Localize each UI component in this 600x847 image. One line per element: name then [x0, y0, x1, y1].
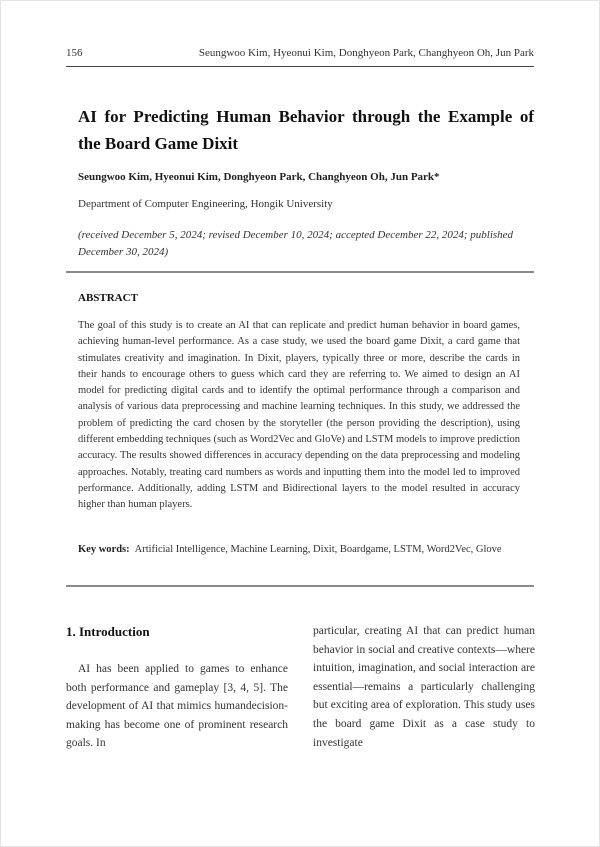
introduction-paragraph: AI has been applied to games to enhance both performance and gameplay [3, 4, 5]. The development of AI that mimics humandecision-making has become one of prominent research goals. In: [66, 663, 288, 750]
page-number: 156: [66, 47, 83, 59]
abstract-heading: ABSTRACT: [78, 292, 138, 304]
introduction-left-column: [66, 660, 288, 753]
running-header: [66, 47, 534, 59]
abstract-top-rule: [66, 271, 534, 273]
author-list: Seungwoo Kim, Hyeonui Kim, Donghyeon Park, Changhyeon Oh, Jun Park*: [78, 171, 440, 183]
affiliation: Department of Computer Engineering, Hongik University: [78, 198, 333, 210]
keywords: [78, 542, 520, 559]
running-authors: Seungwoo Kim, Hyeonui Kim, Donghyeon Park, Changhyeon Oh, Jun Park: [198, 47, 534, 59]
abstract-bottom-rule: [66, 585, 534, 587]
header-divider: [66, 66, 534, 67]
publication-dates: (received December 5, 2024; revised December 10, 2024; accepted December 22, 2024; published December 30, 2024): [78, 229, 514, 258]
keywords-value: Artificial Intelligence, Machine Learning, Dixit, Boardgame, LSTM, Word2Vec, Glove: [134, 544, 502, 555]
section-heading-introduction: 1. Introduction: [66, 624, 150, 639]
abstract-body: The goal of this study is to create an AI that can replicate and predict human behavior in board games, achieving human-level performance. As a case study, we used the board game Dixit, a card game that stimulates creativity and imagination. In Dixit, players, typically three or more, describe the cards in their hands to encourage others to guess which card they are referring to. We aimed to design an AI model for predicting digital cards and to identify the optimal performance through a comparison and analysis of various data preprocessing and machine learning techniques. In this study, we addressed the problem of predicting the card chosen by the storyteller (the person providing the description), using different embedding techniques (such as Word2Vec and GloVe) and LSTM models to improve prediction accuracy. The results showed differences in accuracy depending on the data preprocessing and modeling approaches. Notably, treating card numbers as words and inputting them into the model led to improved performance. Additionally, adding LSTM and Bidirectional layers to the model resulted in accuracy higher than human players.: [78, 320, 520, 511]
paper-title: AI for Predicting Human Behavior through the Example of the Board Game Dixit: [78, 107, 534, 153]
introduction-right-column: particular, creating AI that can predict human behavior in social and creative contexts—where intuition, imagination, and social interaction are essential—remains a particularly challenging but exciting area of exploration. This study uses the board game Dixit as a case study to investigate: [313, 625, 535, 749]
keywords-label: Key words:: [78, 544, 130, 555]
